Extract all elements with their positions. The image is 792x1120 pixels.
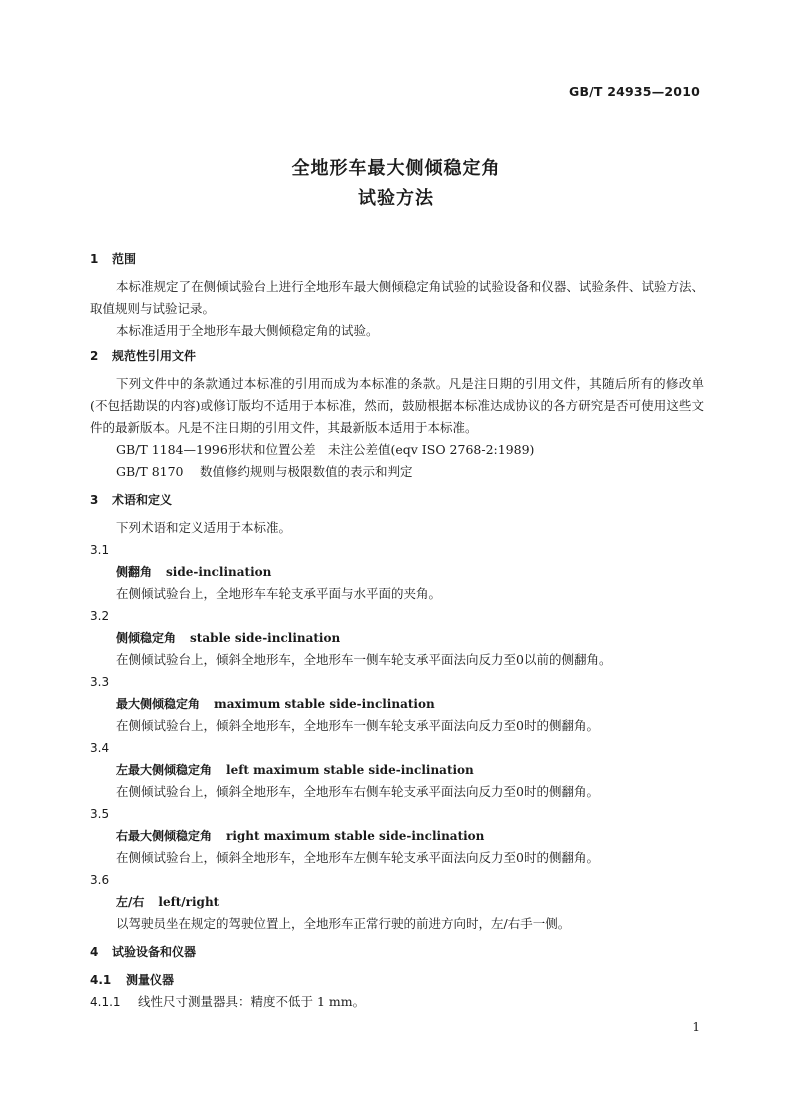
paragraph: 下列术语和定义适用于本标准。 [116,520,292,535]
standard-number: GB/T 24935—2010 [568,84,700,99]
term-zh: 左最大侧倾稳定角 [116,763,213,777]
term-number: 3.5 [90,807,110,821]
reference-code: GB/T 1184—1996 [116,442,228,457]
section-1-heading [90,248,704,270]
term-en: maximum stable side-inclination [214,697,435,711]
term-definition: 在侧倾试验台上，全地形车车轮支承平面与水平面的夹角。 [116,586,442,601]
reference-title: 形状和位置公差 未注公差值(eqv ISO 2768-2:1989) [228,442,535,457]
term-number: 3.1 [90,543,110,557]
term-zh: 侧倾稳定角 [116,631,177,645]
page-number: 1 [692,1020,700,1034]
subsection-heading [90,969,704,991]
subsection-number: 4.1 [90,973,112,987]
section-3-heading [90,489,704,511]
term-definition: 在侧倾试验台上，倾斜全地形车，全地形车一侧车轮支承平面法向反力至0以前的侧翻角。 [116,652,612,667]
term-number: 3.3 [90,675,110,689]
term-definition: 在侧倾试验台上，倾斜全地形车，全地形车左侧车轮支承平面法向反力至0时的侧翻角。 [116,850,599,865]
section-number: 2 [90,349,99,363]
clause-text: 线性尺寸测量器具：精度不低于 1 mm。 [138,994,366,1009]
section-4-heading [90,941,704,963]
term-definition: 在侧倾试验台上，倾斜全地形车，全地形车一侧车轮支承平面法向反力至0时的侧翻角。 [116,718,599,733]
section-title: 术语和定义 [112,493,173,507]
section-number: 4 [90,945,99,959]
clause-number: 4.1.1 [90,995,121,1009]
paragraph: 本标准适用于全地形车最大侧倾稳定角的试验。 [116,323,379,338]
term-entry [90,561,704,583]
paragraph: 本标准规定了在侧倾试验台上进行全地形车最大侧倾稳定角试验的试验设备和仪器、试验条件、试验方法、取值规则与试验记录。 [90,279,704,316]
term-zh: 右最大侧倾稳定角 [116,829,213,843]
term-zh: 左/右 [116,895,145,909]
section-number: 1 [90,252,99,266]
term-entry [90,693,704,715]
document-title: 全地形车最大侧倾稳定角 [291,158,501,179]
term-definition: 在侧倾试验台上，倾斜全地形车，全地形车右侧车轮支承平面法向反力至0时的侧翻角。 [116,784,599,799]
term-number: 3.6 [90,873,110,887]
term-en: left/right [158,895,220,909]
clause [90,991,704,1013]
term-en: side-inclination [166,565,272,579]
section-title: 规范性引用文件 [112,349,197,363]
reference-code: GB/T 8170 [116,464,184,479]
document-subtitle: 试验方法 [358,188,434,209]
document-body [90,248,704,1013]
section-number: 3 [90,493,99,507]
paragraph: 下列文件中的条款通过本标准的引用而成为本标准的条款。凡是注日期的引用文件，其随后所有的修改单(不包括勘误的内容)或修订版均不适用于本标准，然而，鼓励根据本标准达成协议的各方研究是否可使用这些文件的最新版本。凡是不注日期的引用文件，其最新版本适用于本标准。 [90,376,704,435]
term-entry [90,825,704,847]
term-en: right maximum stable side-inclination [226,829,485,843]
subsection-title: 测量仪器 [126,973,175,987]
term-entry [90,627,704,649]
reference-item [90,461,704,483]
term-definition: 以驾驶员坐在规定的驾驶位置上，全地形车正常行驶的前进方向时，左/右手一侧。 [116,916,571,931]
term-entry [90,759,704,781]
reference-title: 数值修约规则与极限数值的表示和判定 [200,464,413,479]
term-en: left maximum stable side-inclination [226,763,474,777]
term-zh: 最大侧倾稳定角 [116,697,201,711]
section-title: 试验设备和仪器 [112,945,197,959]
section-2-heading [90,345,704,367]
term-en: stable side-inclination [190,631,341,645]
reference-item [90,439,704,461]
term-entry [90,891,704,913]
term-number: 3.2 [90,609,110,623]
section-title: 范围 [112,252,137,266]
term-zh: 侧翻角 [116,565,153,579]
term-number: 3.4 [90,741,110,755]
